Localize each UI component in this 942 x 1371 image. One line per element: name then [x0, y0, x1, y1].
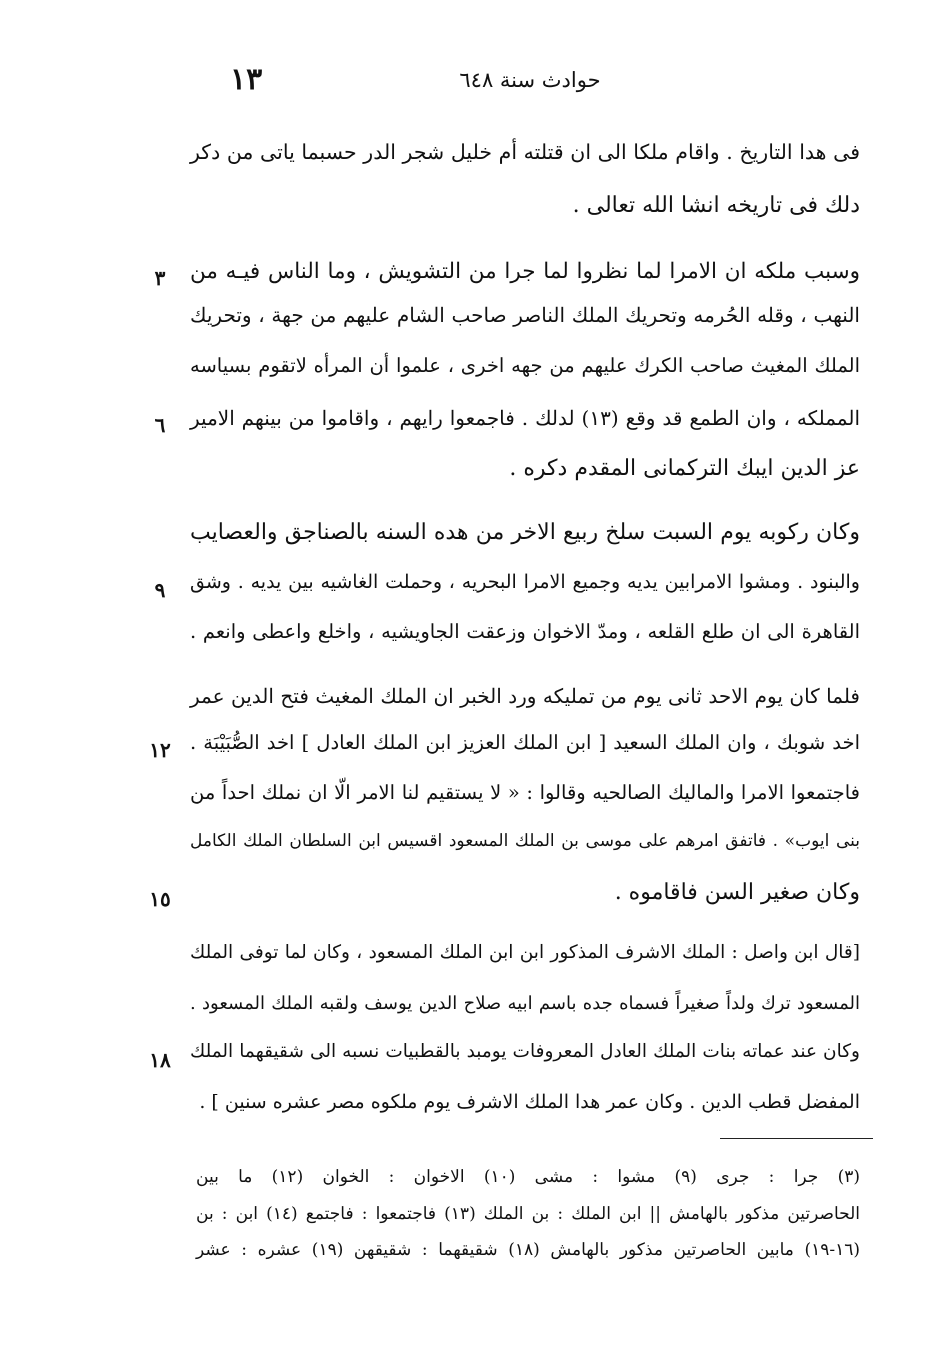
- line-number: ٩: [154, 578, 166, 602]
- text-line: دلك فى تاريخه انشا الله تعالى .: [572, 193, 860, 218]
- text-line: بنى ايوب» . فاتفق امرهم على موسى بن الملك المسعود اقسيس ابن السلطان الملك الكامل: [190, 831, 860, 851]
- line-number: ٣: [154, 266, 166, 290]
- text-line: الملك المغيث صاحب الكرك عليهم من جهه اخرى ، علموا أن المرأه لاتقوم بسياسه: [190, 354, 860, 377]
- text-line: وسبب ملكه ان الامرا لما نظروا لما جرا من التشويش ، وما الناس فيـه من: [190, 259, 860, 284]
- running-title: حوادث سنة ٦٤٨: [459, 68, 601, 92]
- line-number: ١٨: [149, 1048, 171, 1072]
- text-line: فاجتمعوا الامرا والماليك الصالحيه وقالوا : « لا يستقيم لنا الامر الّا ان نملك احداً من: [190, 781, 860, 804]
- footnote-separator: [720, 1138, 873, 1139]
- line-number: ١٢: [149, 738, 171, 762]
- text-line: وكان صغير السن فاقاموه .: [614, 880, 860, 905]
- text-line: فى هدا التاريخ . واقام ملكا الى ان قتلته أم خليل شجر الدر حسبما ياتى من دكر: [190, 140, 860, 164]
- line-number: ١٥: [149, 887, 171, 911]
- text-line: المسعود ترك ولداً صغيراً فسماه جده باسم ابيه صلاح الدين يوسف ولقبه الملك المسعود .: [190, 993, 860, 1014]
- page-number: ١٣: [230, 62, 263, 97]
- text-line: والبنود . ومشوا الامرابين يديه وجميع الامرا البحريه ، وحملت الغاشيه بين يديه . وشق: [190, 571, 860, 593]
- text-line: النهب ، وقله الحُرمه وتحريك الملك الناصر صاحب الشام عليهم من جهة ، وتحريك: [190, 303, 860, 327]
- text-line: المملكه ، وان الطمع قد وقع (١٣) لدلك . فاجمعوا رايهم ، واقاموا من بينهم الامير: [190, 406, 861, 430]
- line-number: ٦: [154, 413, 166, 437]
- page-header: [190, 62, 870, 102]
- text-line: اخد شوبك ، وان الملك السعيد [ ابن الملك العزيز ابن الملك العادل ] اخد الصُّبَيْبَة .: [190, 731, 860, 754]
- text-line: القاهرة الى ان طلع القلعه ، ومدّ الاخوان وزعقت الجاويشيه ، واخلع واعطى وانعم .: [190, 620, 860, 643]
- footnote-line: (١٦-١٩) مابين الحاصرتين مذكور بالهامش (١٨) شقيقهما : شقيقهن (١٩) عشره : عشر: [196, 1240, 861, 1260]
- text-line: وكان ركوبه يوم السبت سلخ ربيع الاخر من هده السنه بالصناجق والعصايب: [190, 520, 860, 545]
- text-line: فلما كان يوم الاحد ثانى يوم من تمليكه ورد الخبر ان الملك المغيث فتح الدين عمر: [190, 684, 860, 708]
- text-line: المفضل قطب الدين . وكان عمر هدا الملك الاشرف يوم ملكوه مصر عشره سنين ] .: [199, 1091, 860, 1113]
- footnote-line: الحاصرتين مذكور بالهامش || ابن الملك : بن الملك (١٣) فاجتمعوا : فاجتمع (١٤) ابن : بن: [196, 1204, 861, 1224]
- text-line: وكان عند عماته بنات الملك العادل المعروفات يومبد بالقطبيات نسبه الى شقيقهما الملك: [190, 1041, 860, 1062]
- footnote-line: (٣) جرا : جرى (٩) مشوا : مشى (١٠) الاخوان : الخوان (١٢) ما بين: [196, 1167, 861, 1187]
- text-line: [قال ابن واصل : الملك الاشرف المذكور ابن ابن الملك المسعود ، وكان لما توفى الملك: [190, 942, 860, 963]
- text-line: عز الدين ايبك التركمانى المقدم دكره .: [509, 456, 860, 481]
